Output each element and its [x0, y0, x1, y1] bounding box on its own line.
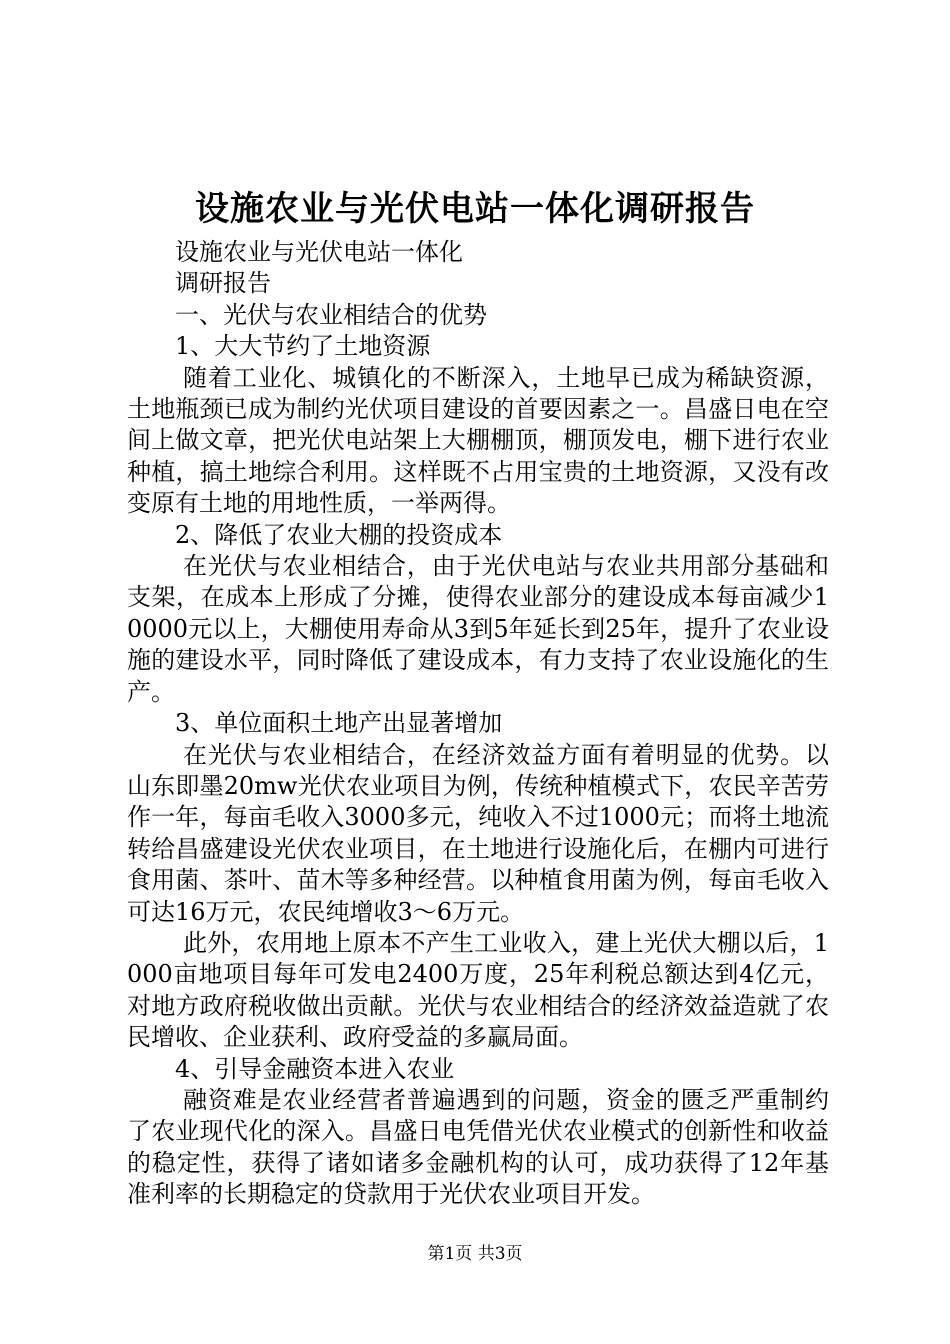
paragraph: 此外，农用地上原本不产生工业收入，建上光伏大棚以后，1000亩地项目每年可发电2400万度，25年利税总额达到4亿元，对地方政府税收做出贡献。光伏与农业相结合的经济效益造就了农民增收、企业获利、政府受益的多赢局面。: [127, 928, 829, 1052]
document-body: [127, 237, 829, 1211]
page-footer: 第1页 共3页: [427, 1244, 523, 1264]
subsection-heading: 2、降低了农业大棚的投资成本: [175, 520, 503, 549]
paragraph: 融资难是农业经营者普遍遇到的问题，资金的匮乏严重制约了农业现代化的深入。昌盛日电凭借光伏农业模式的创新性和收益的稳定性，获得了诸如诸多金融机构的认可，成功获得了12年基准利率的长期稳定的贷款用于光伏农业项目开发。: [127, 1085, 829, 1209]
subsection-heading: 4、引导金融资本进入农业: [175, 1054, 455, 1083]
paragraph: 在光伏与农业相结合，在经济效益方面有着明显的优势。以山东即墨20mw光伏农业项目为例，传统种植模式下，农民辛苦劳作一年，每亩毛收入3000多元，纯收入不过1000元；而将土地流转给昌盛建设光伏农业项目，在土地进行设施化后，在棚内可进行食用菌、茶叶、苗木等多种经营。以种植食用菌为例，每亩毛收入可达16万元，农民纯增收3～6万元。: [127, 740, 829, 926]
subsection-heading: 3、单位面积土地产出显著增加: [175, 709, 503, 738]
paragraph: 在光伏与农业相结合，由于光伏电站与农业共用部分基础和支架，在成本上形成了分摊，使得农业部分的建设成本每亩减少10000元以上，大棚使用寿命从3到5年延长到25年，提升了农业设施的建设水平，同时降低了建设成本，有力支持了农业设施化的生产。: [127, 552, 829, 706]
document-title: 设施农业与光伏电站一体化调研报告: [195, 189, 755, 229]
subsection-heading: 1、大大节约了土地资源: [175, 332, 431, 361]
subtitle-line: 调研报告: [175, 269, 271, 298]
section-heading: 一、光伏与农业相结合的优势: [175, 300, 487, 329]
subtitle-line: 设施农业与光伏电站一体化: [175, 238, 463, 266]
paragraph: 随着工业化、城镇化的不断深入，土地早已成为稀缺资源，土地瓶颈已成为制约光伏项目建设的首要因素之一。昌盛日电在空间上做文章，把光伏电站架上大棚棚顶，棚顶发电，棚下进行农业种植，搞土地综合利用。这样既不占用宝贵的土地资源，又没有改变原有土地的用地性质，一举两得。: [127, 363, 829, 518]
